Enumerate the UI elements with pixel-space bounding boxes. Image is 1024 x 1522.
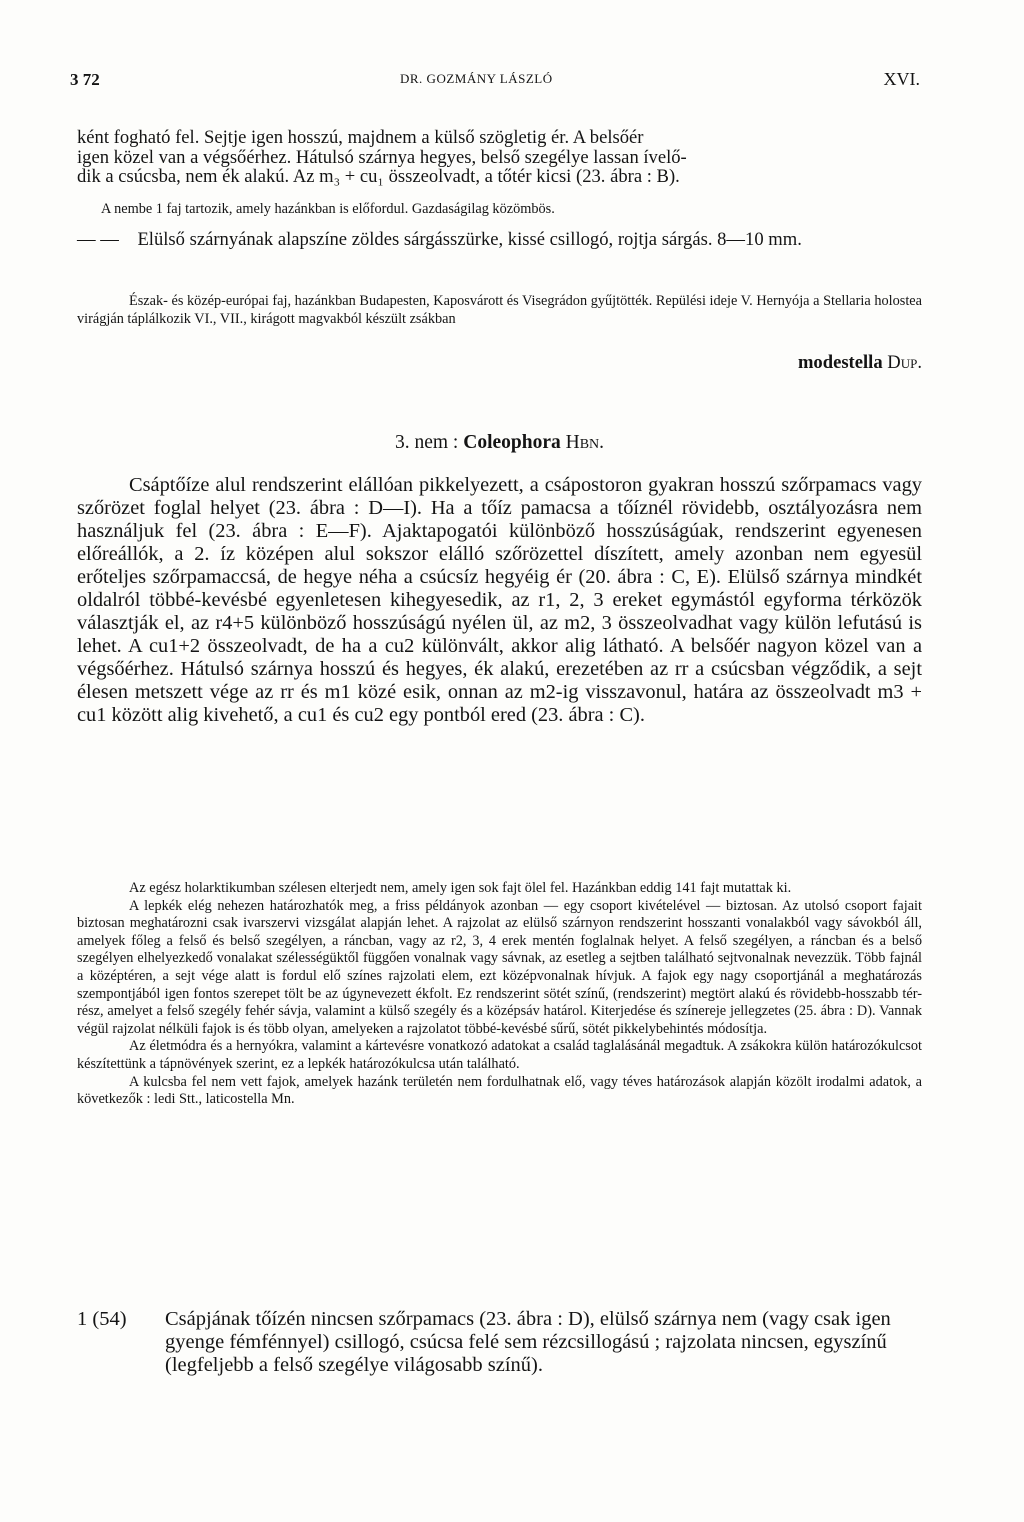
running-header xyxy=(70,64,920,94)
intro-paragraph xyxy=(77,128,922,187)
note-paragraph: Az egész holarktikumban szélesen elterjedt nem, amely igen sok fajt ölel fel. Hazánkban eddig 141 fajt mutattak ki. xyxy=(129,880,792,896)
genus-description: Csáptőíze alul rendszerint elállóan pikkelyezett, a csápostoron gyakran hosszú szőrpamacs vagy szőrözet foglal helyet (23. ábra : D—I). Ha a tőíz pamacsa a tőíznél rövidebb, osztályozásra nem használjuk fel (23. ábra : E—F). Ajaktapogatói különböző hosszúságúak, rendszerint egyenesen előreállók, a 2. íz középen alul sokszor elálló szőrözettel díszített, amely azonban nem egyesül erőteljes szőrpamaccsá, de hegye néha a csúcsíz hegyéig ér (20. ábra : C, E). Elülső szárnya mindkét oldalról többé-kevésbé egyenletesen kihegyesedik, az r1, 2, 3 ereket egymástól egyforma térközök választják el, az r4+5 különböző hosszúságú nyélen ül, az m2, 3 összeolvadhat vagy külön lefutású is lehet. A cu1+2 összeolvadt, de ha a cu2 különvált, akkor alig látható. A belsőér nagyon közel van a végsőérhez. Hátulsó szárnya hosszú és hegyes, ék alakú, erezetében az rr a csúcsban végződik, a sejt élesen metszett vége az rr és m1 közé esik, onnan az m2-ig visszavonul, határa az összeolvadt m3 + cu1 között alig kivehető, a cu1 és cu2 egy pontból ered (23. ábra : C). xyxy=(77,474,922,726)
genus-notes xyxy=(77,880,922,1109)
note-paragraph: Az életmódra és a hernyókra, valamint a kártevésre vonatkozó adatokat a család taglalásánál megadtuk. A zsákokra külön határozókulcsot készítettünk a tápnövények szerint, ez a lepkék határozókulcsa után található. xyxy=(77,1038,922,1072)
page-number: 3 72 xyxy=(70,70,100,89)
species-name: modestella xyxy=(797,352,883,373)
key-couplet xyxy=(77,1308,922,1377)
genus-note: A nembe 1 faj tartozik, amely hazánkban is előfordul. Gazdaságilag közömbös. xyxy=(101,201,555,217)
intro-line: ként fogható fel. Sejtje igen hosszú, majdnem a külső szögletig ér. A belsőér xyxy=(77,127,644,148)
genus-name: Coleophora xyxy=(463,432,561,453)
note-paragraph: A kulcsba fel nem vett fajok, amelyek hazánk területén nem fordulhatnak elő, vagy téves határozások alapján közölt irodalmi adatok, a következők : ledi Stt., laticostella Mn. xyxy=(77,1073,922,1108)
species-description xyxy=(77,230,922,250)
intro-line: dik a csúcsba, nem ék alakú. Az m₃ + cu₁ összeolvadt, a tőtér kicsi (23. ábra : B). xyxy=(77,166,680,187)
volume-number: XVI. xyxy=(883,69,920,89)
genus-number: 3. nem : xyxy=(394,432,459,453)
intro-line: igen közel van a végsőérhez. Hátulsó szárnya hegyes, belső szegélye lassan ívelő- xyxy=(77,146,687,168)
key-number: 1 (54) xyxy=(77,1308,127,1330)
genus-author: Hbn. xyxy=(565,432,605,453)
note-paragraph: A lepkék elég nehezen határozhatók meg, a friss példányok azonban — egy csoport kivételével — biztosan. Az utolsó csoport fajait biztosan meghatározni csak ivarszervi vizsgálat alapján lehet. A rajzolat az elülső szárnyon rendszerint hosszanti vonalakból vagy sávokból áll, amelyek főleg a felső és belső szegélyen, a ráncban, vagy az r2, 3, 4 erek mentén foglalnak helyet. A felső szegélyen, a ráncban és a belső szegélyen elhelyezkedő vonalakat szélességüktől függően vonalnak vagy sávnak, az esetleg a sejtben található sejtvonalnak nevezzük. Több fajnál a középtéren, a sejt vége alatt is fordul elő színes rajzolati elem, ezt középvonalnak hívjuk. A fajok egy nagy csoportjánál a meghatározás szempontjából igen fontos szerepet tölt be az úgynevezett ékfolt. Ez rendszerint sötét színű, (rendszerint) megtört alakú és rövidebb-hosszabb tér-rész, amelyet a felső szegély fehér sávja, valamint a külső szegély és a középsáv határol. Kiterjedése és színereje jellegzetes (25. ábra : D). Vannak végül rajzolat nélküli fajok is és több olyan, amelyeken a rajzolatot többé-kevésbé sűrű, sötét pikkelybehintés módosítja. xyxy=(77,897,922,1037)
running-author: DR. GOZMÁNY LÁSZLÓ xyxy=(400,71,553,86)
dash-mark: — — xyxy=(77,229,119,250)
genus-heading xyxy=(77,432,922,454)
key-text: Csápjának tőízén nincsen szőrpamacs (23. ábra : D), elülső szárnya nem (vagy csak igen gyenge fémfénnyel) csillogó, csúcsa felé sem rézcsillogású ; rajzolata nincsen, egyszínű (legfeljebb a felső szegélye világosabb színű). xyxy=(165,1308,891,1376)
species-name-line xyxy=(77,352,930,374)
species-distribution: Észak- és közép-európai faj, hazánkban Budapesten, Kaposvárott és Visegrádon gyűjtötték. Repülési ideje V. Hernyója a Stellaria holostea virágján táplálkozik VI., VII., kirágott magvakból készült zsákban xyxy=(77,293,922,327)
species-author: Dup. xyxy=(887,352,922,373)
species-description-text: Elülső szárnyának alapszíne zöldes sárgásszürke, kissé csillogó, rojtja sárgás. 8—10 mm. xyxy=(137,229,802,250)
